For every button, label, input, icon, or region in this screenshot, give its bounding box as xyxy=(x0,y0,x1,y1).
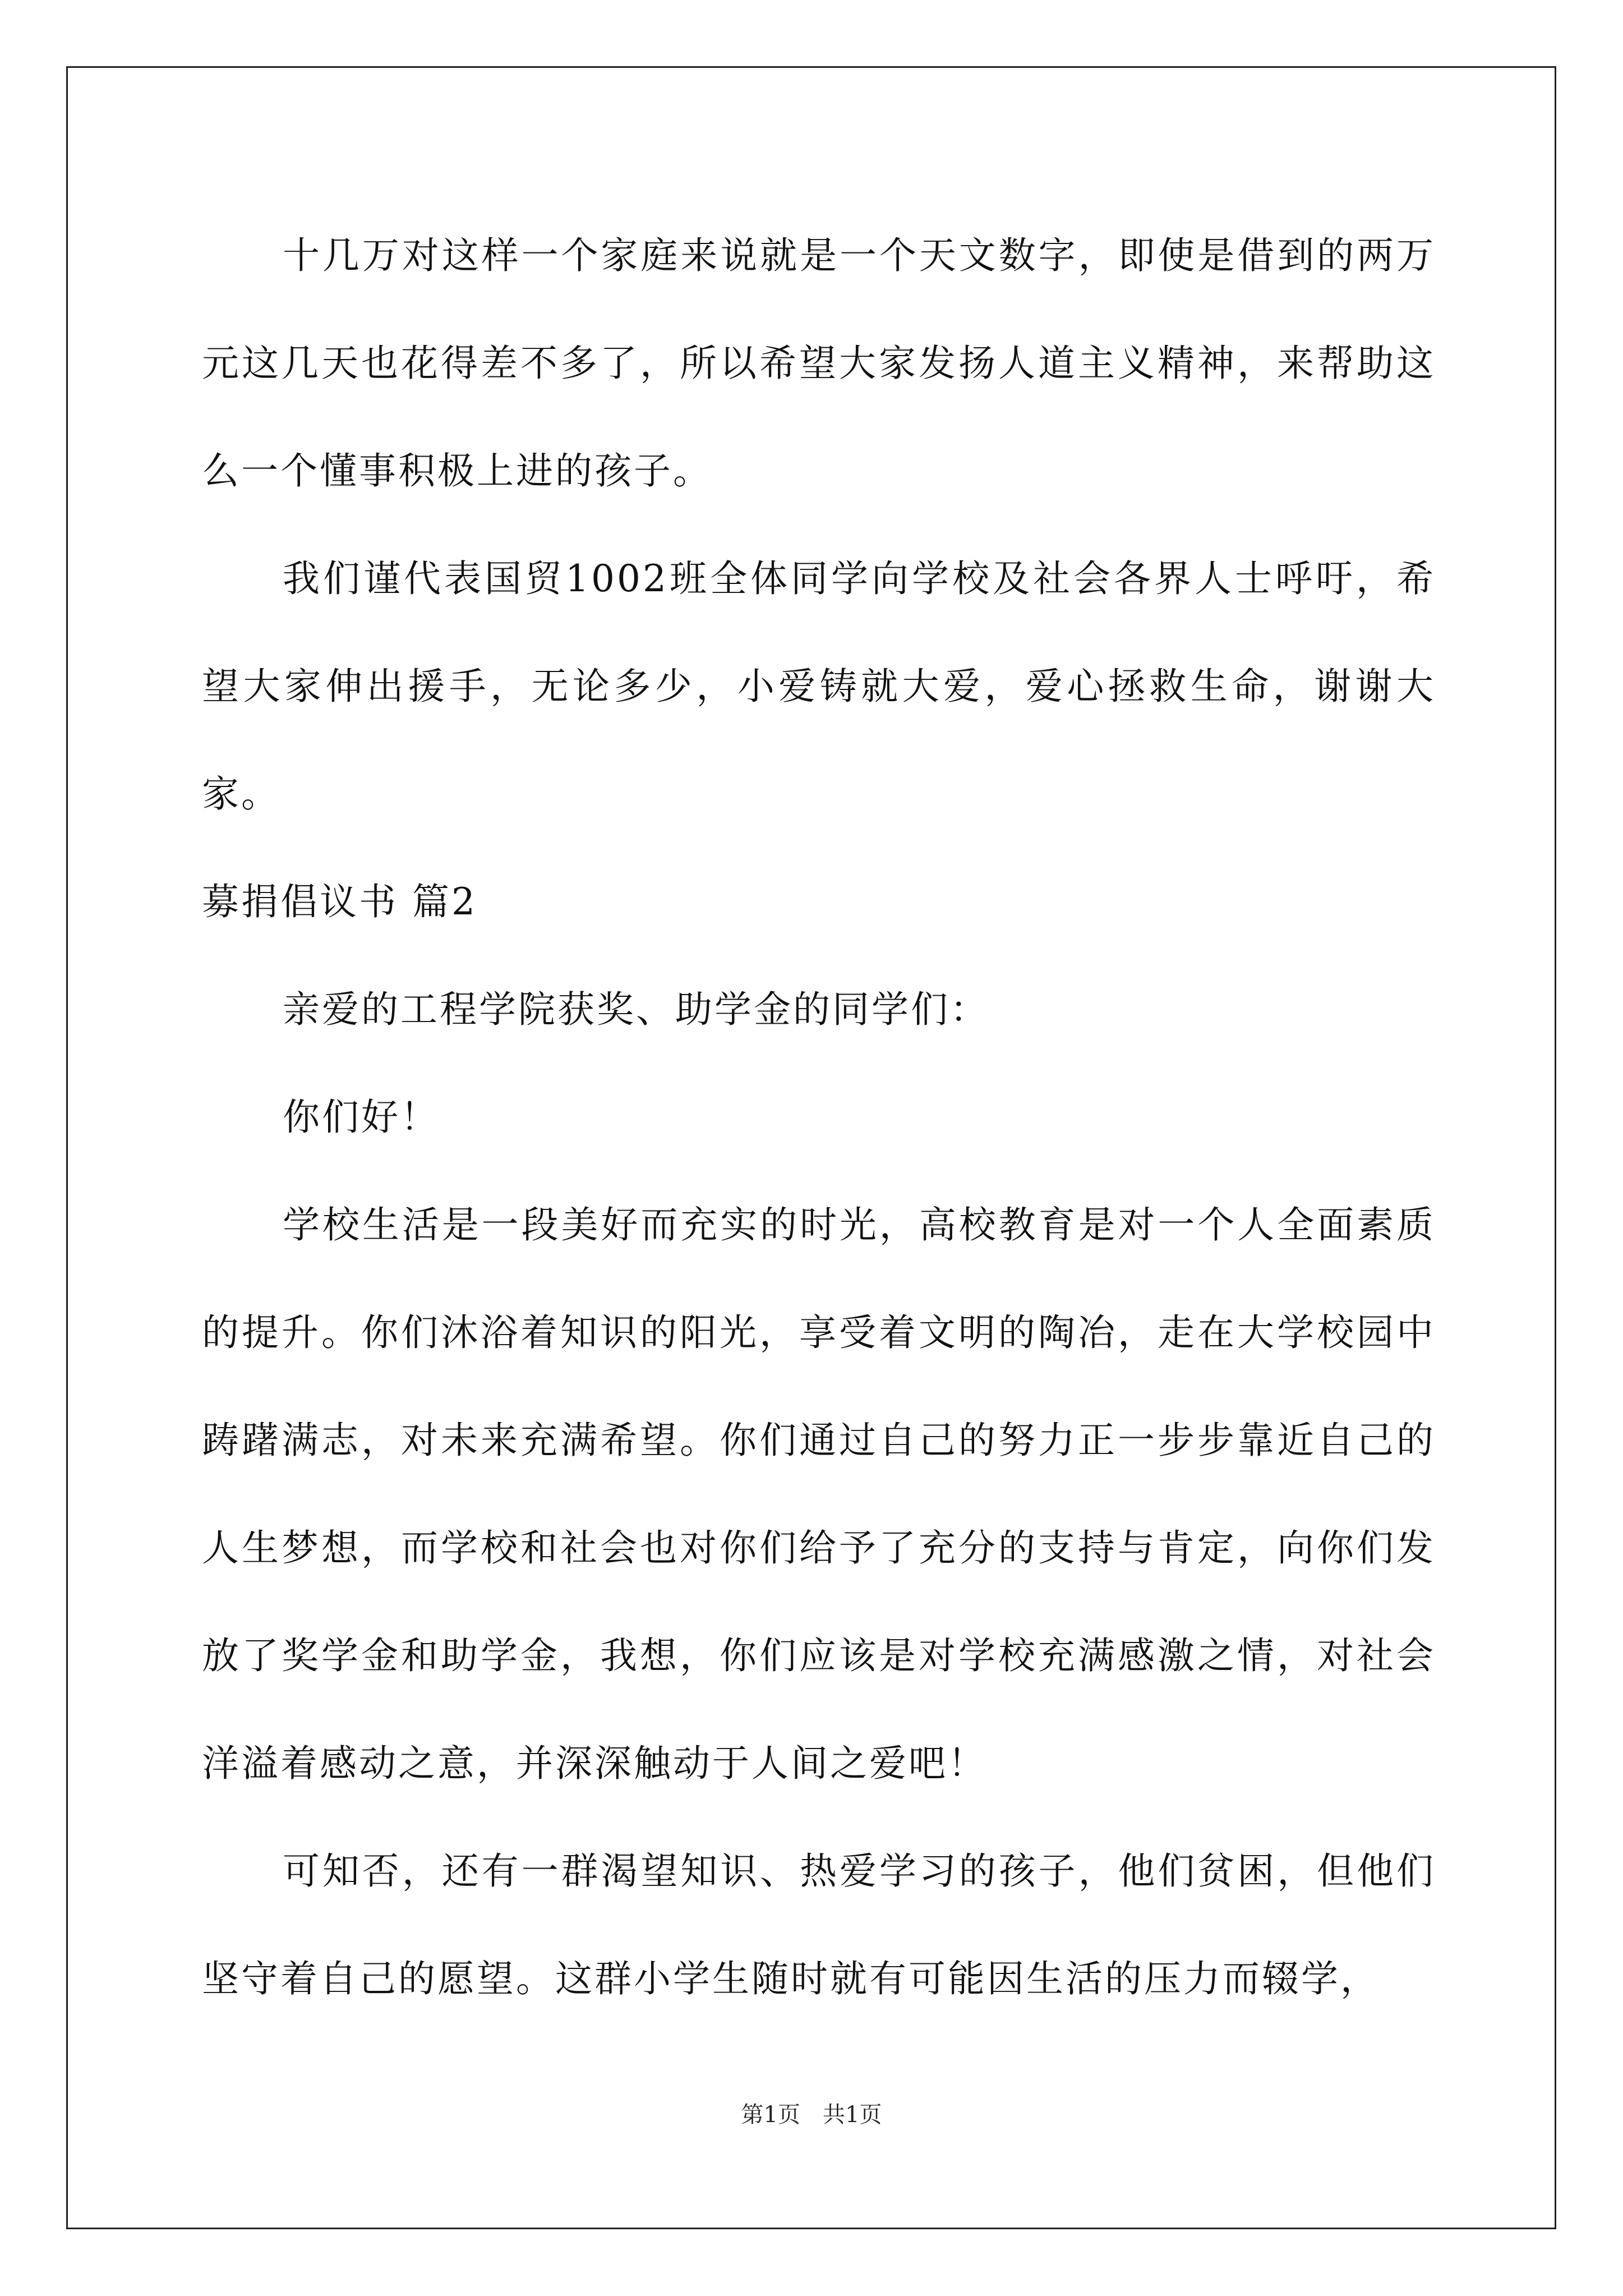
page-number-footer: 第1页 共1页 xyxy=(741,2102,882,2128)
paragraph: 我们谨代表国贸1002班全体同学向学校及社会各界人士呼吁，希望大家伸出援手，无论多少，小爱铸就大爱，爱心拯救生命，谢谢大家。 xyxy=(202,557,1436,816)
paragraph: 可知否，还有一群渴望知识、热爱学习的孩子，他们贫困，但他们坚守着自己的愿望。这群小学生随时就有可能因生活的压力而辍学， xyxy=(202,1849,1436,2000)
paragraph: 十几万对这样一个家庭来说就是一个天文数字，即使是借到的两万元这几天也花得差不多了，所以希望大家发扬人道主义精神，来帮助这么一个懂事积极上进的孩子。 xyxy=(202,234,1436,493)
paragraph: 学校生活是一段美好而充实的时光，高校教育是对一个人全面素质的提升。你们沐浴着知识的阳光，享受着文明的陶冶，走在大学校园中踌躇满志，对未来充满希望。你们通过自己的努力正一步步靠近自己的人生梦想，而学校和社会也对你们给予了充分的支持与肯定，向你们发放了奖学金和助学金，我想，你们应该是对学校充满感激之情，对社会洋溢着感动之意，并深深触动于人间之爱吧！ xyxy=(202,1203,1436,1785)
section-title: 募捐倡议书 篇2 xyxy=(202,880,477,923)
greeting: 你们好！ xyxy=(283,1096,440,1139)
document-body xyxy=(202,202,1436,2033)
salutation: 亲爱的工程学院获奖、助学金的同学们： xyxy=(283,988,989,1031)
